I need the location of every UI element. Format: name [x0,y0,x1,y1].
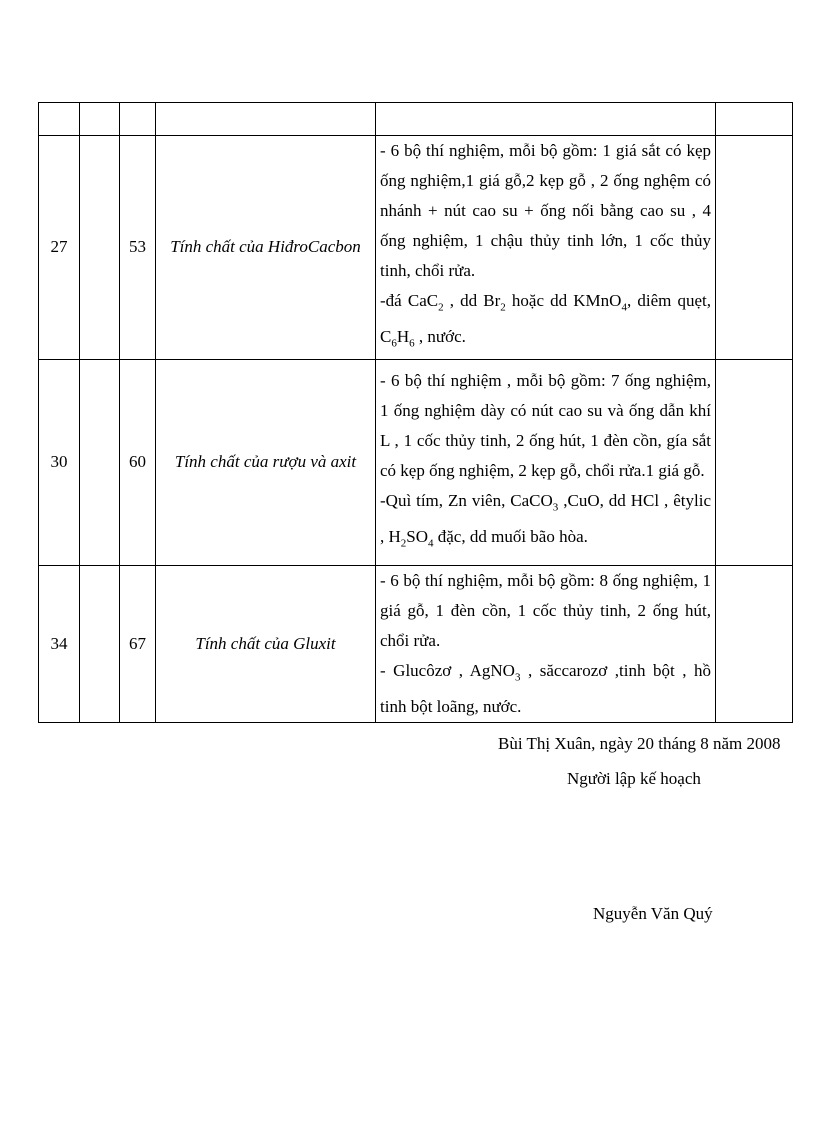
chemicals-text [380,656,711,722]
chem-subscript: 2 [400,537,407,550]
notes-cell [716,136,793,360]
period-cell: 60 [120,359,156,565]
chem-subscript: 6 [409,337,415,350]
equipment-text: - 6 bộ thí nghiệm , mỗi bộ gồm: 7 ống nghiệm, 1 ống nghiệm dày có nút cao su và ống dẫn khí L , 1 cốc thủy tinh, 2 ống hút, 1 đèn cồn, gía sắt có kẹp ống nghiệm, 2 kẹp gỗ, chổi rửa.1 giá gỗ. [380,370,711,480]
equipment-text: - 6 bộ thí nghiệm, mỗi bộ gồm: 8 ống nghiệm, 1 giá gỗ, 1 đèn cồn, 1 cốc thủy tinh, 2 ống hút, chổi rửa. [380,570,711,650]
chem-text: H [396,327,410,347]
notes-cell [716,359,793,565]
chem-text: , săccarozơ ,tinh bột , hồ tinh bột loãng, nước. [380,660,711,717]
chem-text: - Glucôzơ , AgNO [380,660,515,680]
header-cell [39,103,80,136]
chem-text: , nước. [414,327,466,347]
equipment-cell [376,136,716,360]
empty-cell [80,565,120,722]
chem-subscript: 4 [621,301,627,314]
equipment-cell [376,359,716,565]
notes-cell [716,565,793,722]
chem-text: , diêm quẹt, C [380,291,711,347]
chem-subscript: 3 [552,501,559,514]
period-cell: 67 [120,565,156,722]
signature-role: Người lập kế hoạch [567,769,701,788]
chemicals-text [380,486,711,559]
chem-subscript: 4 [428,537,434,550]
chem-subscript: 6 [391,337,397,350]
chem-text: , dd Br [443,291,501,310]
signature-name: Nguyễn Văn Quý [593,904,713,923]
week-cell: 30 [39,359,80,565]
chem-text: -đá CaC [380,291,439,310]
chem-subscript: 2 [438,301,444,314]
week-cell: 27 [39,136,80,360]
table-header-row [39,103,793,136]
period-cell: 53 [120,136,156,360]
chemicals-text [380,286,711,359]
table-row [39,359,793,565]
week-cell: 34 [39,565,80,722]
equipment-plan-table [38,102,793,723]
header-cell [376,103,716,136]
header-cell [80,103,120,136]
header-cell [716,103,793,136]
equipment-text: - 6 bộ thí nghiệm, mỗi bộ gồm: 1 giá sắt có kẹp ống nghiệm,1 giá gỗ,2 kẹp gỗ , 2 ống nghệm có nhánh + nút cao su + ống nối bằng cao su , 4 ống nghiệm, 1 chậu thủy tinh lớn, 1 cốc thủy tinh, chổi rửa. [380,141,711,280]
table-row [39,565,793,722]
chem-text: SO [406,527,429,547]
lesson-title-cell: Tính chất của HiđroCacbon [156,136,376,360]
empty-cell [80,359,120,565]
chem-subscript: 2 [500,301,506,314]
header-cell [120,103,156,136]
empty-cell [80,136,120,360]
chem-subscript: 3 [514,671,521,684]
header-cell [156,103,376,136]
table-row [39,136,793,360]
lesson-title-cell: Tính chất của Gluxit [156,565,376,722]
signature-place-date: Bùi Thị Xuân, ngày 20 tháng 8 năm 2008 [498,734,781,753]
chem-text: ,CuO, dd HCl , êtylic , H [380,490,712,547]
lesson-title-cell: Tính chất của rượu và axit [156,359,376,565]
chem-text: đặc, dd muối bão hòa. [433,527,588,547]
chem-text: hoặc dd KMnO [505,291,622,310]
equipment-cell [376,565,716,722]
chem-text: -Quì tím, Zn viên, CaCO [380,490,553,510]
